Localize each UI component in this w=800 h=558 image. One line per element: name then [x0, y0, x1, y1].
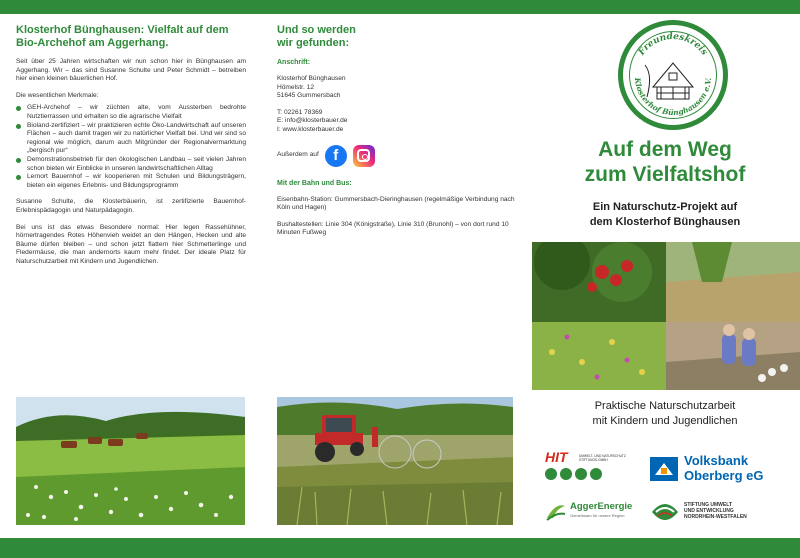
list-item: GEH-Archehof – wir züchten alte, vom Aussterben bedrohte Nutztierrassen und erhalten so die agrarische Vielfalt	[16, 104, 246, 121]
freundeskreis-logo	[618, 20, 728, 130]
volksbank-logo: Volksbank Oberberg eG	[650, 454, 795, 488]
phone-text: T: 02261 78369	[277, 108, 323, 116]
left-panel	[16, 24, 246, 266]
bus-stops-text: Bushaltestellen: Linie 304 (Königstraße), Linie 310 (Brunohl) – von dort rund 10 Minuten Fußweg	[277, 220, 509, 237]
social-row	[277, 145, 517, 167]
bottom-band	[0, 538, 800, 558]
tagline: Praktische Naturschutzarbeit mit Kindern und Jugendlichen	[592, 400, 738, 427]
middle-panel	[277, 24, 517, 238]
facebook-icon[interactable]: f	[325, 145, 347, 167]
address-line: 51645 Gummersbach	[277, 92, 341, 100]
volksbank-icon	[650, 457, 678, 481]
social-label: Außerdem auf	[277, 151, 319, 159]
email-link[interactable]: E: info@klosterbauer.de	[277, 117, 348, 125]
aggerenergie-logo: AggerEnergie Gemeinsam für unsere Region	[545, 498, 645, 526]
top-band	[0, 0, 800, 14]
train-station-text: Eisenbahn-Station: Gummersbach-Dieringhausen (regelmäßige Verbindung nach Köln und Hagen)	[277, 195, 515, 212]
list-item: Demonstrationsbetrieb für den ökologischen Landbau – seit vielen Jahren schon bieten wir Einblicke in unseren landwirtschaftlichen Alltag	[16, 156, 246, 173]
nrw-foundation-logo: STIFTUNG UMWELT UND ENTWICKLUNG NORDRHEIN-WESTFALEN	[650, 498, 800, 528]
sub-title: Ein Naturschutz-Projekt auf dem Klosterhof Bünghausen	[589, 201, 741, 228]
nature-collage-photo	[532, 242, 800, 390]
address-label: Anschrift:	[277, 59, 311, 66]
address-line: Hömelstr. 12	[277, 83, 315, 91]
logo-text-top: Freundeskreis	[636, 31, 710, 58]
website-link[interactable]: I: www.klosterbauer.de	[277, 125, 344, 133]
left-heading: Klosterhof Bünghausen: Vielfalt auf dem Bio-Archehof am Aggerhang.	[16, 24, 229, 49]
cows-meadow-photo	[16, 397, 245, 525]
fish-icon	[590, 468, 602, 480]
farmer-text: Susanne Schulte, die Klosterbäuerin, ist zertifizierte Bauernhof-Erlebnispädagogin und Naturpädagogin.	[16, 198, 246, 214]
bullet-icon	[16, 175, 21, 180]
main-title: Auf dem Weg zum Vielfaltshof	[584, 138, 746, 186]
bullet-icon	[16, 106, 21, 111]
bird-icon	[575, 468, 587, 480]
features-list	[16, 104, 246, 190]
logo-text-bottom: Klosterhof Bünghausen e.V.	[632, 77, 714, 118]
instagram-icon[interactable]	[353, 145, 375, 167]
leaf-icon	[545, 468, 557, 480]
directions-heading: Und so werden wir gefunden:	[277, 24, 356, 49]
bullet-icon	[16, 124, 21, 129]
hit-logo: HIT UMWELT- UND NATURSCHUTZ STIFTUNGS-GMBH	[545, 450, 640, 486]
bullet-icon	[16, 158, 21, 163]
special-text: Bei uns ist das etwas Besondere normal: Hier legen Rassehühner, hörnertragendes Rotes Höhenvieh weidet an den Hängen, Hecken und alte Bäume dürfen bleiben – und schon jetzt flattern hier Schmetterlinge und Fledermäuse, die man andernorts kaum mehr findet. Der ideale Platz für Naturschutzarbeit mit Kindern und Jugendlichen.	[16, 223, 246, 265]
address-line: Klosterhof Bünghausen	[277, 75, 346, 82]
features-label: Die wesentlichen Merkmale:	[16, 91, 99, 99]
agger-swoosh-icon	[545, 500, 567, 522]
transit-label: Mit der Bahn und Bus:	[277, 179, 352, 187]
intro-text: Seit über 25 Jahren wirtschaften wir nun schon hier in Bünghausen am Aggerhang. Wir – das sind Susanne Schulte und Peter Schmidt – betreiben hier einen kleinen bäuerlichen Hof.	[16, 58, 246, 83]
list-item: Lernort Bauernhof – wir kooperieren mit Schulen und Bildungsträgern, bieten ein eigenes Erlebnis- und Bildungsprogramm	[16, 173, 246, 190]
farmhouse-icon	[653, 63, 693, 99]
tractor-photo	[277, 397, 513, 525]
list-item: Bioland-zertifiziert – wir praktizieren echte Öko-Landwirtschaft auf unseren Flächen – auch damit tragen wir zu natürlicher Vielfalt bei. Und wir sind so regional wie möglich, darum auch Mitgründer der Regionalvermarktung „bergisch pur“	[16, 122, 246, 156]
svg-text:Freundeskreis	[636, 32, 709, 58]
cover-panel	[530, 20, 800, 538]
nrw-leaf-icon	[650, 500, 680, 524]
drop-icon	[560, 468, 572, 480]
